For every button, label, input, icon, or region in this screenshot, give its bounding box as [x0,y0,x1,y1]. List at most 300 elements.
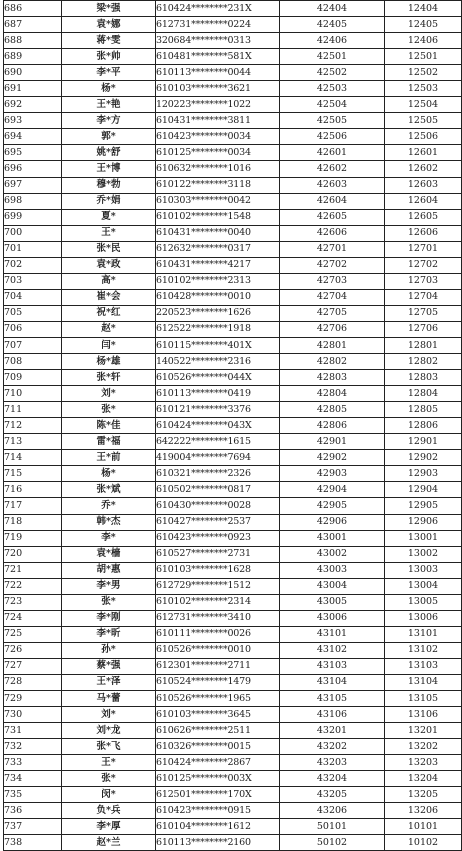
seat-number-cell: 13104 [385,674,462,690]
exam-number-cell: 42603 [280,177,385,193]
person-name-cell: 李*刚 [62,610,156,626]
table-row [4,257,462,273]
exam-number-cell: 43202 [280,739,385,755]
exam-number-cell: 42506 [280,129,385,145]
row-number-cell: 737 [4,819,62,835]
seat-number-cell: 12703 [385,273,462,289]
id-number-cell: 610423********0034 [156,129,280,145]
table-row [4,562,462,578]
table-row [4,626,462,642]
table-row [4,803,462,819]
id-number-cell: 610502********0817 [156,482,280,498]
id-number-cell: 610527********2731 [156,546,280,562]
id-number-cell: 610122********3118 [156,177,280,193]
person-name-cell: 李*方 [62,113,156,129]
seat-number-cell: 12804 [385,386,462,402]
person-name-cell: 李*厚 [62,819,156,835]
id-number-cell: 610103********3621 [156,81,280,97]
id-number-cell: 610431********0040 [156,225,280,241]
row-number-cell: 733 [4,755,62,771]
exam-number-cell: 42604 [280,193,385,209]
exam-number-cell: 43006 [280,610,385,626]
seat-number-cell: 12605 [385,209,462,225]
id-number-cell: 610111********0026 [156,626,280,642]
id-number-cell: 612729********1512 [156,578,280,594]
exam-number-cell: 42801 [280,337,385,353]
table-row [4,755,462,771]
exam-number-cell: 50102 [280,835,385,851]
id-number-cell: 610113********0044 [156,65,280,81]
exam-number-cell: 43101 [280,626,385,642]
person-name-cell: 孙* [62,642,156,658]
exam-number-cell: 42601 [280,145,385,161]
exam-number-cell: 42902 [280,450,385,466]
table-row [4,482,462,498]
seat-number-cell: 12905 [385,498,462,514]
id-number-cell: 610424********231X [156,1,280,17]
exam-number-cell: 43205 [280,787,385,803]
person-name-cell: 马*蕾 [62,691,156,707]
person-name-cell: 刘* [62,707,156,723]
id-number-cell: 610431********3811 [156,113,280,129]
seat-number-cell: 12503 [385,81,462,97]
table-row [4,707,462,723]
row-number-cell: 707 [4,337,62,353]
table-row [4,642,462,658]
seat-number-cell: 13101 [385,626,462,642]
table-row [4,209,462,225]
row-number-cell: 700 [4,225,62,241]
table-row [4,305,462,321]
exam-number-cell: 42405 [280,17,385,33]
row-number-cell: 686 [4,1,62,17]
table-row [4,418,462,434]
person-name-cell: 李*昕 [62,626,156,642]
table-row [4,402,462,418]
row-number-cell: 720 [4,546,62,562]
id-number-cell: 642222********1615 [156,434,280,450]
row-number-cell: 687 [4,17,62,33]
seat-number-cell: 12604 [385,193,462,209]
seat-number-cell: 13203 [385,755,462,771]
table-row [4,530,462,546]
exam-number-cell: 42505 [280,113,385,129]
person-name-cell: 袁*娜 [62,17,156,33]
row-number-cell: 722 [4,578,62,594]
id-number-cell: 419004********7694 [156,450,280,466]
row-number-cell: 701 [4,241,62,257]
seat-number-cell: 12702 [385,257,462,273]
table-row [4,289,462,305]
row-number-cell: 709 [4,370,62,386]
exam-number-cell: 42803 [280,370,385,386]
person-name-cell: 祝*红 [62,305,156,321]
row-number-cell: 702 [4,257,62,273]
person-name-cell: 张*民 [62,241,156,257]
person-name-cell: 乔*娟 [62,193,156,209]
exam-number-cell: 42504 [280,97,385,113]
row-number-cell: 691 [4,81,62,97]
person-name-cell: 王*博 [62,161,156,177]
row-number-cell: 736 [4,803,62,819]
id-number-cell: 610102********2314 [156,594,280,610]
exam-number-cell: 42802 [280,354,385,370]
row-number-cell: 724 [4,610,62,626]
table-row [4,241,462,257]
row-number-cell: 725 [4,626,62,642]
exam-number-cell: 43105 [280,691,385,707]
table-row [4,498,462,514]
seat-number-cell: 12501 [385,49,462,65]
person-name-cell: 韩*杰 [62,514,156,530]
table-row [4,739,462,755]
table-row [4,819,462,835]
person-name-cell: 王*前 [62,450,156,466]
id-number-cell: 610526********0010 [156,642,280,658]
seat-number-cell: 12404 [385,1,462,17]
id-number-cell: 610102********2313 [156,273,280,289]
person-name-cell: 郭* [62,129,156,145]
table-row [4,466,462,482]
table-row [4,835,462,851]
table-row [4,370,462,386]
seat-number-cell: 12606 [385,225,462,241]
row-number-cell: 699 [4,209,62,225]
row-number-cell: 695 [4,145,62,161]
person-name-cell: 穆*勃 [62,177,156,193]
row-number-cell: 693 [4,113,62,129]
id-number-cell: 610423********0915 [156,803,280,819]
seat-number-cell: 13202 [385,739,462,755]
id-number-cell: 612301********2711 [156,658,280,674]
id-number-cell: 610103********1628 [156,562,280,578]
person-name-cell: 高* [62,273,156,289]
row-number-cell: 734 [4,771,62,787]
person-name-cell: 张* [62,771,156,787]
table-row [4,113,462,129]
person-name-cell: 负*兵 [62,803,156,819]
exam-number-cell: 42704 [280,289,385,305]
exam-number-cell: 42605 [280,209,385,225]
exam-number-cell: 43103 [280,658,385,674]
seat-number-cell: 12701 [385,241,462,257]
table-row [4,337,462,353]
seat-number-cell: 13003 [385,562,462,578]
exam-number-cell: 43001 [280,530,385,546]
person-name-cell: 赵* [62,321,156,337]
person-name-cell: 张* [62,594,156,610]
exam-number-cell: 50101 [280,819,385,835]
row-number-cell: 726 [4,642,62,658]
row-number-cell: 711 [4,402,62,418]
table-row [4,787,462,803]
table-row [4,546,462,562]
table-row [4,65,462,81]
row-number-cell: 710 [4,386,62,402]
row-number-cell: 731 [4,723,62,739]
exam-number-cell: 42805 [280,402,385,418]
row-number-cell: 708 [4,354,62,370]
person-name-cell: 杨*雄 [62,354,156,370]
id-number-cell: 612731********3410 [156,610,280,626]
person-name-cell: 梁*强 [62,1,156,17]
seat-number-cell: 13004 [385,578,462,594]
row-number-cell: 714 [4,450,62,466]
table-row [4,321,462,337]
table-row [4,386,462,402]
seat-number-cell: 13006 [385,610,462,626]
exam-number-cell: 43004 [280,578,385,594]
row-number-cell: 697 [4,177,62,193]
id-number-cell: 612522********1918 [156,321,280,337]
id-number-cell: 610526********1965 [156,691,280,707]
table-row [4,273,462,289]
person-name-cell: 杨* [62,466,156,482]
row-number-cell: 716 [4,482,62,498]
row-number-cell: 728 [4,674,62,690]
seat-number-cell: 12505 [385,113,462,129]
person-name-cell: 袁*樯 [62,546,156,562]
table-row [4,674,462,690]
person-name-cell: 赵*兰 [62,835,156,851]
roster-table-body [4,1,462,851]
seat-number-cell: 13105 [385,691,462,707]
person-name-cell: 王* [62,755,156,771]
id-number-cell: 610121********3376 [156,402,280,418]
exam-number-cell: 42503 [280,81,385,97]
id-number-cell: 610113********0419 [156,386,280,402]
row-number-cell: 712 [4,418,62,434]
person-name-cell: 夏* [62,209,156,225]
table-row [4,225,462,241]
row-number-cell: 735 [4,787,62,803]
exam-number-cell: 42703 [280,273,385,289]
seat-number-cell: 13005 [385,594,462,610]
exam-number-cell: 42406 [280,33,385,49]
id-number-cell: 140522********2316 [156,354,280,370]
table-row [4,514,462,530]
table-row [4,771,462,787]
exam-number-cell: 42701 [280,241,385,257]
seat-number-cell: 13206 [385,803,462,819]
table-row [4,434,462,450]
id-number-cell: 610104********1612 [156,819,280,835]
row-number-cell: 713 [4,434,62,450]
seat-number-cell: 12706 [385,321,462,337]
row-number-cell: 723 [4,594,62,610]
id-number-cell: 610125********003X [156,771,280,787]
exam-number-cell: 42706 [280,321,385,337]
exam-number-cell: 43003 [280,562,385,578]
id-number-cell: 120223********1022 [156,97,280,113]
table-row [4,354,462,370]
row-number-cell: 719 [4,530,62,546]
id-number-cell: 610125********0034 [156,145,280,161]
seat-number-cell: 12603 [385,177,462,193]
exam-number-cell: 42904 [280,482,385,498]
seat-number-cell: 12405 [385,17,462,33]
person-name-cell: 闫* [62,337,156,353]
row-number-cell: 698 [4,193,62,209]
id-number-cell: 610115********401X [156,337,280,353]
row-number-cell: 704 [4,289,62,305]
table-row [4,658,462,674]
seat-number-cell: 12502 [385,65,462,81]
row-number-cell: 729 [4,691,62,707]
row-number-cell: 721 [4,562,62,578]
table-row [4,594,462,610]
person-name-cell: 张*斌 [62,482,156,498]
roster-table [3,0,462,851]
row-number-cell: 706 [4,321,62,337]
id-number-cell: 610326********0015 [156,739,280,755]
id-number-cell: 610303********0042 [156,193,280,209]
person-name-cell: 袁*政 [62,257,156,273]
id-number-cell: 610427********2537 [156,514,280,530]
exam-number-cell: 42501 [280,49,385,65]
seat-number-cell: 13201 [385,723,462,739]
exam-number-cell: 43005 [280,594,385,610]
id-number-cell: 610424********2867 [156,755,280,771]
table-row [4,578,462,594]
person-name-cell: 闵* [62,787,156,803]
id-number-cell: 610113********2160 [156,835,280,851]
seat-number-cell: 10101 [385,819,462,835]
row-number-cell: 690 [4,65,62,81]
table-row [4,1,462,17]
row-number-cell: 715 [4,466,62,482]
row-number-cell: 696 [4,161,62,177]
seat-number-cell: 12903 [385,466,462,482]
seat-number-cell: 12801 [385,337,462,353]
person-name-cell: 王* [62,225,156,241]
row-number-cell: 688 [4,33,62,49]
exam-number-cell: 42502 [280,65,385,81]
seat-number-cell: 12802 [385,354,462,370]
table-row [4,97,462,113]
exam-number-cell: 43102 [280,642,385,658]
person-name-cell: 乔* [62,498,156,514]
exam-number-cell: 43201 [280,723,385,739]
id-number-cell: 610526********044X [156,370,280,386]
table-row [4,129,462,145]
table-row [4,177,462,193]
seat-number-cell: 12705 [385,305,462,321]
table-row [4,33,462,49]
seat-number-cell: 13205 [385,787,462,803]
seat-number-cell: 13204 [385,771,462,787]
id-number-cell: 610428********0010 [156,289,280,305]
person-name-cell: 杨* [62,81,156,97]
table-row [4,145,462,161]
exam-number-cell: 42905 [280,498,385,514]
seat-number-cell: 12803 [385,370,462,386]
exam-number-cell: 43106 [280,707,385,723]
seat-number-cell: 13103 [385,658,462,674]
seat-number-cell: 12805 [385,402,462,418]
id-number-cell: 320684********0313 [156,33,280,49]
person-name-cell: 李* [62,530,156,546]
person-name-cell: 张*轩 [62,370,156,386]
person-name-cell: 刘* [62,386,156,402]
row-number-cell: 732 [4,739,62,755]
row-number-cell: 738 [4,835,62,851]
id-number-cell: 610524********1479 [156,674,280,690]
person-name-cell: 蔡*强 [62,658,156,674]
person-name-cell: 张*帅 [62,49,156,65]
id-number-cell: 610423********0923 [156,530,280,546]
table-row [4,81,462,97]
person-name-cell: 崔*会 [62,289,156,305]
person-name-cell: 张*飞 [62,739,156,755]
id-number-cell: 610626********2511 [156,723,280,739]
exam-number-cell: 42906 [280,514,385,530]
table-row [4,49,462,65]
exam-number-cell: 43206 [280,803,385,819]
seat-number-cell: 12704 [385,289,462,305]
table-row [4,193,462,209]
table-row [4,450,462,466]
exam-number-cell: 42606 [280,225,385,241]
exam-number-cell: 42806 [280,418,385,434]
exam-number-cell: 42804 [280,386,385,402]
row-number-cell: 730 [4,707,62,723]
table-row [4,161,462,177]
person-name-cell: 陈*佳 [62,418,156,434]
exam-number-cell: 43204 [280,771,385,787]
exam-number-cell: 42602 [280,161,385,177]
seat-number-cell: 13002 [385,546,462,562]
table-row [4,17,462,33]
row-number-cell: 727 [4,658,62,674]
seat-number-cell: 12406 [385,33,462,49]
seat-number-cell: 12902 [385,450,462,466]
table-row [4,610,462,626]
id-number-cell: 610481********581X [156,49,280,65]
seat-number-cell: 12904 [385,482,462,498]
id-number-cell: 610321********2326 [156,466,280,482]
person-name-cell: 王*泽 [62,674,156,690]
id-number-cell: 610430********0028 [156,498,280,514]
row-number-cell: 718 [4,514,62,530]
id-number-cell: 220523********1626 [156,305,280,321]
id-number-cell: 610424********043X [156,418,280,434]
seat-number-cell: 12901 [385,434,462,450]
row-number-cell: 692 [4,97,62,113]
person-name-cell: 李*男 [62,578,156,594]
row-number-cell: 703 [4,273,62,289]
row-number-cell: 689 [4,49,62,65]
seat-number-cell: 12806 [385,418,462,434]
exam-number-cell: 42903 [280,466,385,482]
person-name-cell: 李*平 [62,65,156,81]
id-number-cell: 610103********3645 [156,707,280,723]
seat-number-cell: 13102 [385,642,462,658]
table-row [4,723,462,739]
exam-number-cell: 42702 [280,257,385,273]
exam-number-cell: 42404 [280,1,385,17]
id-number-cell: 610431********4217 [156,257,280,273]
seat-number-cell: 12506 [385,129,462,145]
person-name-cell: 刘*龙 [62,723,156,739]
table-row [4,691,462,707]
row-number-cell: 694 [4,129,62,145]
seat-number-cell: 13106 [385,707,462,723]
person-name-cell: 雷*福 [62,434,156,450]
id-number-cell: 612501********170X [156,787,280,803]
exam-number-cell: 43203 [280,755,385,771]
seat-number-cell: 12602 [385,161,462,177]
